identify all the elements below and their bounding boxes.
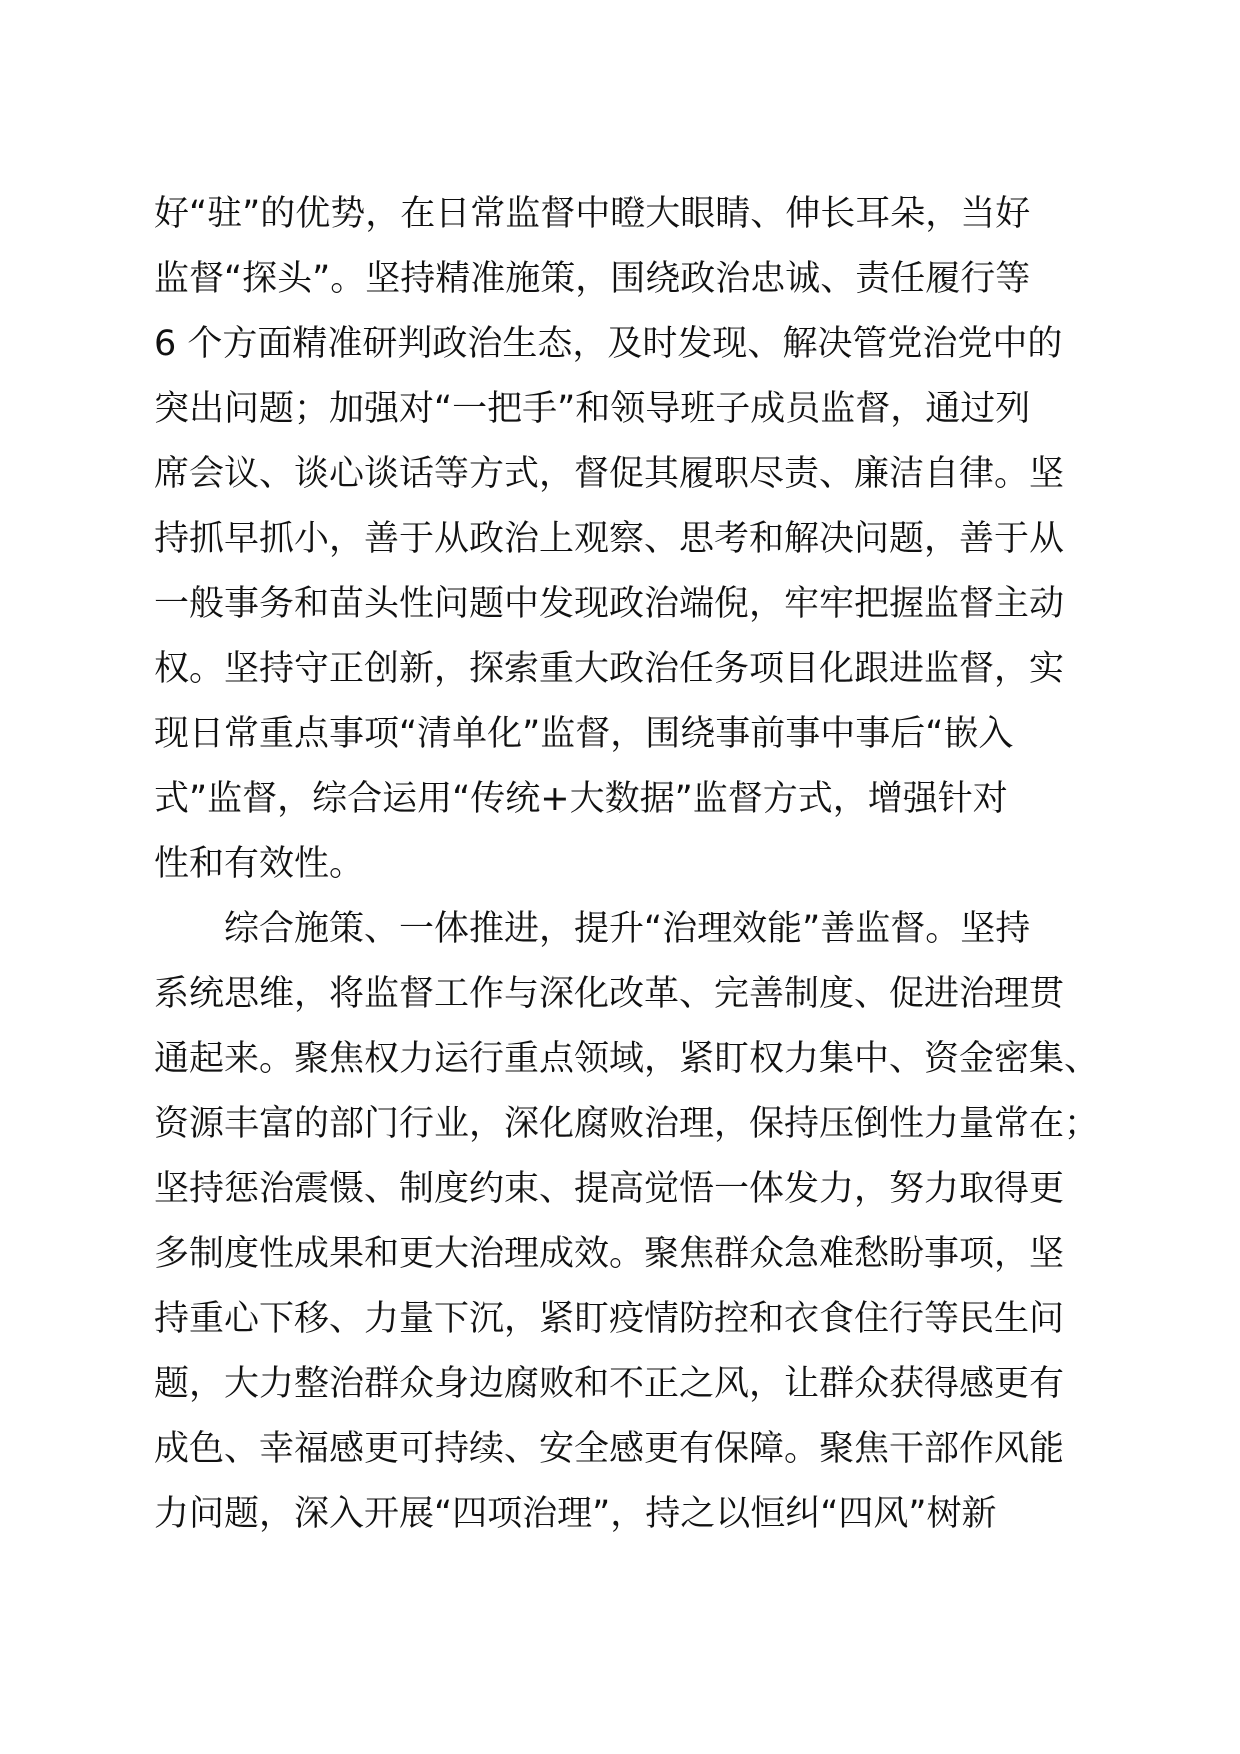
text-line: 性和有效性。 bbox=[154, 844, 365, 884]
text-line: 资源丰富的部门行业，深化腐败治理，保持压倒性力量常在； bbox=[154, 1104, 1100, 1144]
text-line: 好“驻”的优势，在日常监督中瞪大眼睛、伸长耳朵，当好 bbox=[154, 194, 1031, 234]
paragraph-start-line: 综合施策、一体推进，提升“治理效能”善监督。坚持 bbox=[224, 909, 1031, 949]
text-line: 6 个方面精准研判政治生态，及时发现、解决管党治党中的 bbox=[154, 324, 1063, 364]
text-line: 现日常重点事项“清单化”监督，围绕事前事中事后“嵌入 bbox=[154, 714, 1014, 754]
text-line: 持重心下移、力量下沉，紧盯疫情防控和衣食住行等民生问 bbox=[154, 1299, 1065, 1339]
text-line: 力问题，深入开展“四项治理”，持之以恒纠“四风”树新 bbox=[154, 1494, 997, 1534]
text-line: 突出问题；加强对“一把手”和领导班子成员监督，通过列 bbox=[154, 389, 1031, 429]
text-line: 通起来。聚焦权力运行重点领域，紧盯权力集中、资金密集、 bbox=[154, 1039, 1100, 1079]
text-line: 坚持惩治震慑、制度约束、提高觉悟一体发力，努力取得更 bbox=[154, 1169, 1065, 1209]
text-line: 权。坚持守正创新，探索重大政治任务项目化跟进监督，实 bbox=[154, 649, 1065, 689]
text-line: 监督“探头”。坚持精准施策，围绕政治忠诚、责任履行等 bbox=[154, 259, 1031, 299]
text-line: 一般事务和苗头性问题中发现政治端倪，牢牢把握监督主动 bbox=[154, 584, 1065, 624]
text-line: 题，大力整治群众身边腐败和不正之风，让群众获得感更有 bbox=[154, 1364, 1065, 1404]
text-line: 持抓早抓小，善于从政治上观察、思考和解决问题，善于从 bbox=[154, 519, 1065, 559]
text-line: 式”监督，综合运用“传统+大数据”监督方式，增强针对 bbox=[154, 779, 1008, 819]
text-line: 席会议、谈心谈话等方式，督促其履职尽责、廉洁自律。坚 bbox=[154, 454, 1065, 494]
text-line: 成色、幸福感更可持续、安全感更有保障。聚焦干部作风能 bbox=[154, 1429, 1065, 1469]
body-text bbox=[154, 182, 1114, 1547]
text-line: 多制度性成果和更大治理成效。聚焦群众急难愁盼事项，坚 bbox=[154, 1234, 1065, 1274]
text-line: 系统思维，将监督工作与深化改革、完善制度、促进治理贯 bbox=[154, 974, 1065, 1014]
